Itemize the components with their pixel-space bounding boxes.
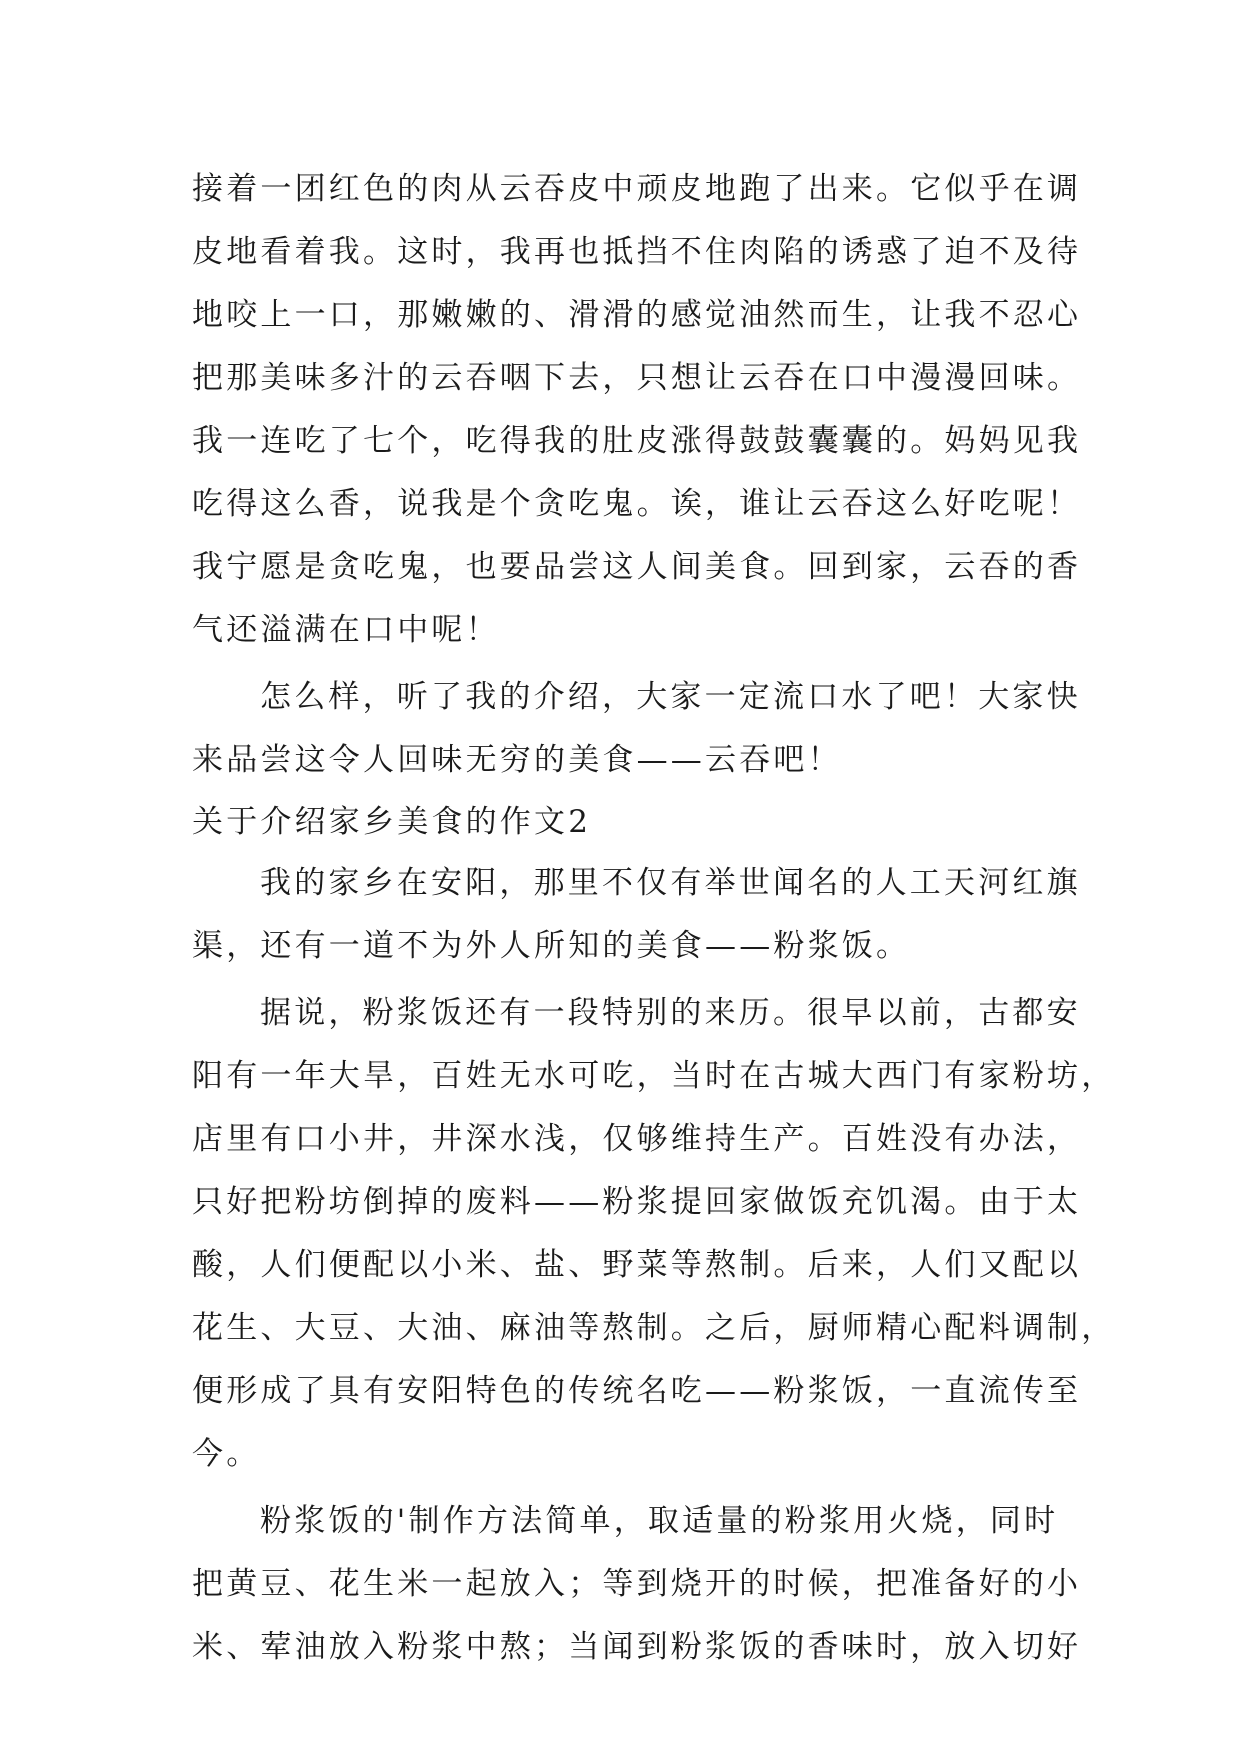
- text-line: 今。: [192, 1436, 261, 1472]
- text-line: 我宁愿是贪吃鬼，也要品尝这人间美食。回到家，云吞的香: [192, 549, 1082, 585]
- paragraph-yuntun-eating: [192, 158, 1082, 662]
- text-line: 吃得这么香，说我是个贪吃鬼。诶，谁让云吞这么好吃呢！: [192, 486, 1082, 522]
- text-line: 据说，粉浆饭还有一段特别的来历。很早以前，古都安: [260, 995, 1081, 1031]
- text-line: 把那美味多汁的云吞咽下去，只想让云吞在口中漫漫回味。: [192, 360, 1082, 396]
- text-line: 怎么样，听了我的介绍，大家一定流口水了吧！大家快: [260, 679, 1081, 715]
- text-line: 我一连吃了七个，吃得我的肚皮涨得鼓鼓囊囊的。妈妈见我: [192, 423, 1082, 459]
- text-line: 只好把粉坊倒掉的废料——粉浆提回家做饭充饥渴。由于太: [192, 1184, 1082, 1220]
- document-page: [192, 158, 1116, 1679]
- text-line: 渠，还有一道不为外人所知的美食——粉浆饭。: [192, 928, 911, 964]
- paragraph-fenjiangfan-method: [192, 1490, 1082, 1679]
- text-line: 便形成了具有安阳特色的传统名吃——粉浆饭，一直流传至: [192, 1373, 1082, 1409]
- text-line: 接着一团红色的肉从云吞皮中顽皮地跑了出来。它似乎在调: [192, 171, 1082, 207]
- text-line: 花生、大豆、大油、麻油等熬制。之后，厨师精心配料调制，: [192, 1310, 1116, 1346]
- text-line: 来品尝这令人回味无穷的美食——云吞吧！: [192, 742, 842, 778]
- text-line: 我的家乡在安阳，那里不仅有举世闻名的人工天河红旗: [260, 865, 1081, 901]
- text-line: 地咬上一口，那嫩嫩的、滑滑的感觉油然而生，让我不忍心: [192, 297, 1082, 333]
- text-line: 店里有口小井，井深水浅，仅够维持生产。百姓没有办法，: [192, 1121, 1082, 1157]
- text-line: 粉浆饭的'制作方法简单，取适量的粉浆用火烧，同时: [260, 1503, 1059, 1539]
- text-line: 气还溢满在口中呢！: [192, 612, 500, 648]
- text-line: 米、荤油放入粉浆中熬；当闻到粉浆饭的香味时，放入切好: [192, 1629, 1082, 1665]
- paragraph-fenjiangfan-history: [192, 982, 1116, 1486]
- essay-heading: 关于介绍家乡美食的作文2: [192, 804, 592, 840]
- text-line: 酸，人们便配以小米、盐、野菜等熬制。后来，人们又配以: [192, 1247, 1082, 1283]
- paragraph-anyang-intro: [192, 852, 1081, 978]
- text-line: 阳有一年大旱，百姓无水可吃，当时在古城大西门有家粉坊，: [192, 1058, 1116, 1094]
- text-line: 皮地看着我。这时，我再也抵挡不住肉陷的诱惑了迫不及待: [192, 234, 1082, 270]
- text-line: 把黄豆、花生米一起放入；等到烧开的时候，把准备好的小: [192, 1566, 1082, 1602]
- paragraph-yuntun-conclusion: [192, 666, 1081, 792]
